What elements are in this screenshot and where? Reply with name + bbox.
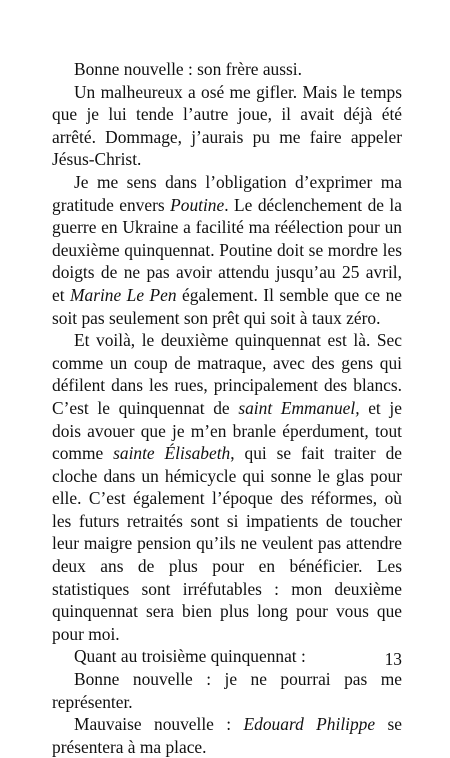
paragraph-7 <box>52 713 402 758</box>
paragraph-4 <box>52 329 402 645</box>
page-number: 13 <box>384 649 402 669</box>
paragraph-1 <box>52 58 402 81</box>
text-run: Un malheureux a osé me gifler. Mais le temps que je lui tende l’autre joue, il avait déjà été arrêté. Dommage, j’aurais pu me faire appeler Jésus-Christ. <box>52 81 402 170</box>
text-run: . Le déclenchement de la guerre en Ukraine a facilité ma réélection pour un deuxième quinquennat. Poutine doit se mordre les doigts de ne pas avoir attendu jusqu’au 25 avril, et <box>52 194 402 305</box>
italic-name: Edouard Philippe <box>243 714 376 735</box>
text-run: Quant au troisième quinquennat : <box>74 646 306 667</box>
text-run: Et voilà, le deuxième quinquennat est là. Sec comme un coup de matraque, avec des gens qui défilent dans les rues, principalement des blancs. C’est le quinquennat de <box>52 330 402 418</box>
text-run: Mauvaise nouvelle : <box>74 714 244 735</box>
page-body <box>52 58 402 758</box>
text-run: et je dois avouer que je m’en branle éperdument, tout comme <box>52 397 402 464</box>
italic-name: Marine Le Pen <box>70 284 177 305</box>
text-run: , qui se fait traiter de cloche dans un hémicycle qui sonne le glas pour elle. C’est également l’époque des réformes, où les futurs retraités sont si impatients de toucher leur maigre pension qu’ils ne veulent pas attendre deux ans de plus pour en bénéficier. Les statistiques sont irréfutables : mon deuxième quinquennat sera bien plus long pour vous que pour moi. <box>52 443 402 644</box>
paragraph-3 <box>52 171 402 329</box>
text-run: Bonne nouvelle : je ne pourrai pas me représenter. <box>52 669 402 712</box>
text-run: Bonne nouvelle : son frère aussi. <box>74 59 302 79</box>
text-run: également. Il semble que ce ne soit pas seulement son prêt qui soit à taux zéro. <box>52 284 402 328</box>
italic-name: sainte Élisabeth <box>113 443 231 464</box>
italic-name: Poutine <box>170 194 225 215</box>
paragraph-6 <box>52 668 402 713</box>
paragraph-2 <box>52 81 402 171</box>
paragraph-5 <box>52 645 402 668</box>
italic-name: saint Emmanuel, <box>238 397 360 418</box>
text-run: Je me sens dans l’obligation d’exprimer ma gratitude envers <box>52 171 402 215</box>
text-run: se présentera à ma place. <box>52 714 402 757</box>
